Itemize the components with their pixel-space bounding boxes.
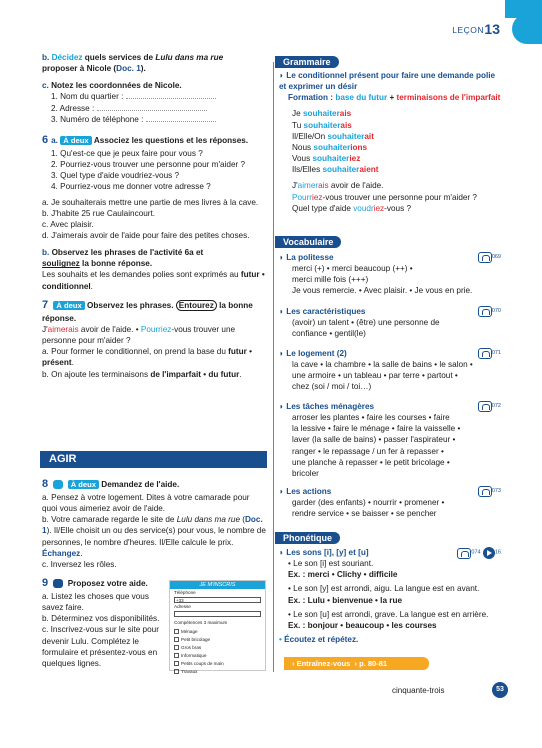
lesson-number: 13 [484, 21, 500, 37]
exercise-7: 7 À deux Observez les phrases. Entourez la bonne réponse. J'aimerais avoir de l'aide. • Pourriez-vous trouver une personne pour m'aider ? a. Pour former le conditionnel, on prend la base du futur • présent. b. On ajoute les terminaisons de l'imparfait • du futur. [42, 298, 253, 379]
ex8-a: a. Pensez à votre logement. Dites à votre camarade pour quoi vous aimeriez avoir de l'aide. [42, 492, 250, 514]
audio-icon[interactable] [478, 486, 492, 497]
exercise-5c: c. Notez les coordonnées de Nicole. 1. Nom du quartier : 2. Adresse : 3. Numéro de téléphone : [42, 80, 267, 125]
agir-banner: AGIR [40, 451, 267, 468]
vocab-group: ◗ Les tâches ménagères 072 arroser les plantes • faire les courses • faire la lessive • faire le ménage • faire la vaisselle • laver (la salle de bains) • passer l'aspirateur • ranger • le repassage / un fer à repasser • une planche à repasser • le petit bricolage • bricoler [279, 402, 501, 478]
skill-checkbox[interactable]: Informatique [174, 652, 261, 660]
vocabulaire-title: Vocabulaire [275, 236, 341, 248]
exercise-9: 9 Proposez votre aide. a. Listez les choses que vous savez faire. b. Déterminez vos disponibilités. c. Inscrivez-vous sur le site pour devenir Lulu. Complétez le formulaire et présentez-vous en quelques lignes. [42, 576, 167, 669]
skill-checkbox[interactable]: Ménage [174, 628, 261, 636]
audio-icon[interactable] [478, 306, 492, 317]
right-column [273, 56, 504, 670]
r-c: c. Avec plaisir. [42, 219, 94, 229]
skill-checkbox[interactable]: Gros bras [174, 644, 261, 652]
q-4: 4. Pourriez-vous me donner votre adresse ? [51, 182, 211, 192]
vocab-group: ◗ Les actions 073 garder (des enfants) • nourrir • promener • rendre service • se baisser • se pencher [279, 487, 501, 519]
signup-form-card: JE M'INSCRIS Téléphone +33 Adresse Compétences 3 maximum Ménage Petit bricolage Gros bras Informatique Petits coups de main Travaux [169, 580, 266, 671]
ex8-c: c. Inversez les rôles. [42, 559, 117, 569]
c-item-3: 3. Numéro de téléphone : [42, 114, 267, 125]
card-title: JE M'INSCRIS [170, 581, 265, 589]
audio-icon[interactable] [478, 348, 492, 359]
c-item-2: 2. Adresse : [42, 103, 267, 114]
phonetique-title: Phonétique [275, 532, 340, 544]
audio-icon[interactable] [457, 548, 471, 559]
page-number: 53 [492, 682, 508, 698]
exercise-6b: b. Observez les phrases de l'activité 6a et soulignez la bonne réponse. Les souhaits et les demandes polies sont exprimés au futur • conditionnel. [42, 248, 265, 291]
conjugation-table: Je souhaiterais Tu souhaiterais Il/Elle/On souhaiterait Nous souhaiterions Vous souhaiteriez Ils/Elles souhaiteraient [292, 109, 379, 175]
skill-checkbox[interactable]: Petits coups de main [174, 660, 261, 668]
lesson-label: LEÇON [452, 25, 484, 35]
ex9-c: c. Inscrivez-vous sur le site pour devenir Lulu. Complétez le formulaire et présentez-vous en quelques lignes. [42, 625, 159, 668]
vocab-group: ◗ Les caractéristiques 070 (avoir) un talent • (être) une personne de confiance • gentil(le) [279, 307, 501, 339]
ex9-b: b. Déterminez vos disponibilités. [42, 614, 160, 624]
pencil-icon [53, 579, 63, 588]
skill-checkbox[interactable]: Travaux [174, 668, 261, 676]
vocab-group: ◗ La politesse 069 merci (+) • merci beaucoup (++) • merci mille fois (+++) Je vous remercie. • Avec plaisir. • Je vous en prie. [279, 253, 501, 296]
q-2: 2. Pourriez-vous trouver une personne pour m'aider ? [51, 160, 246, 170]
exercise-6a: 6 a. À deux Associez les questions et les réponses. 1. Qu'est-ce que je peux faire pour vous ? 2. Pourriez-vous trouver une personne pour m'aider ? 3. Quel type d'aide voudriez-vous ? 4. Pourriez-vous me donner votre adresse ? a. Je souhaiterais mettre une partie de mes livres à la cave. b. J'habite 25 rue Caulaincourt. c. Avec plaisir. d. J'aimerais avoir de l'aide pour faire des petites choses. [42, 133, 267, 241]
vocab-group: ◗ Le logement (2) 071 la cave • la chambre • la salle de bains • le salon • une armoire • un tableau • par terre • partout • chez (soi / moi / toi…) [279, 349, 501, 392]
phonetique-box: ◗ Les sons [i], [y] et [u] 074 16 • Le son [i] est souriant. Ex. : merci • Clichy • difficile • Le son [y] est arrondi, aigu. La langue est en avant. Ex. : Lulu • bienvenue • la rue • Le son [u] est arrondi, grave. La langue est en arrière. Ex. : bonjour • beaucoup • les courses • Écoutez et répétez. [279, 548, 501, 645]
skill-checkbox[interactable]: Petit bricolage [174, 636, 261, 644]
exercise-5b: b. Décidez quels services de Lulu dans ma rue proposer à Nicole (Doc. 1). [42, 53, 224, 74]
address-field[interactable] [174, 611, 261, 617]
play-icon[interactable] [483, 547, 495, 559]
q-3: 3. Quel type d'aide voudriez-vous ? [51, 171, 180, 181]
audio-icon[interactable] [478, 252, 492, 263]
ex9-a: a. Listez les choses que vous savez faire. [42, 592, 149, 613]
audio-icon[interactable] [478, 401, 492, 412]
lesson-tab [512, 14, 542, 44]
r-b: b. J'habite 25 rue Caulaincourt. [42, 208, 156, 218]
exercise-8: 8 À deux Demandez de l'aide. a. Pensez à votre logement. Dites à votre camarade pour quoi vous aimeriez avoir de l'aide. b. Votre camarade regarde le site de Lulu dans ma rue (Doc. 1). Il/Elle choisit un ou des service(s) pour vous, le nombre de personnes, le nombre d'heures. Il/Elle calcule le prix. Échangez. c. Inversez les rôles. [42, 478, 266, 569]
page-header [0, 0, 542, 44]
chat-icon [53, 480, 63, 489]
grammaire-box: ◗ Le conditionnel présent pour faire une demande polie et exprimer un désir Formation : base du futur + terminaisons de l'imparfait Je souhaiterais Tu souhaiterais Il/Elle/On souhaiterait Nous souhaiterions Vous souhaiteriez Ils/Elles souhaiteraient J'aimerais avoir de l'aide. Pourriez-vous trouver une personne pour m'aider ? Quel type d'aide voudriez-vous ? [279, 71, 501, 213]
ex8-b: b. Votre camarade regarde le site de Lulu dans ma rue (Doc. 1). Il/Elle choisit un ou des service(s) pour vous, le nombre de personnes, le nombre d'heures. Il/Elle calcule le prix. Échangez. [42, 515, 266, 558]
left-column [42, 52, 267, 386]
a-deux-badge: À deux [53, 301, 84, 310]
phone-field[interactable]: +33 [174, 597, 261, 603]
page-number-text: cinquante-trois [392, 686, 445, 695]
q-1: 1. Qu'est-ce que je peux faire pour vous ? [51, 148, 203, 158]
r-d: d. J'aimerais avoir de l'aide pour faire des petites choses. [42, 230, 250, 240]
grammaire-title: Grammaire [275, 56, 339, 68]
r-a: a. Je souhaiterais mettre une partie de mes livres à la cave. [42, 197, 259, 207]
c-item-1: 1. Nom du quartier : [42, 91, 267, 102]
entrainez-vous-link[interactable]: › Entraînez-vous › p. 80-81 [284, 657, 429, 670]
a-deux-badge: À deux [60, 136, 91, 145]
a-deux-badge: À deux [68, 480, 99, 489]
